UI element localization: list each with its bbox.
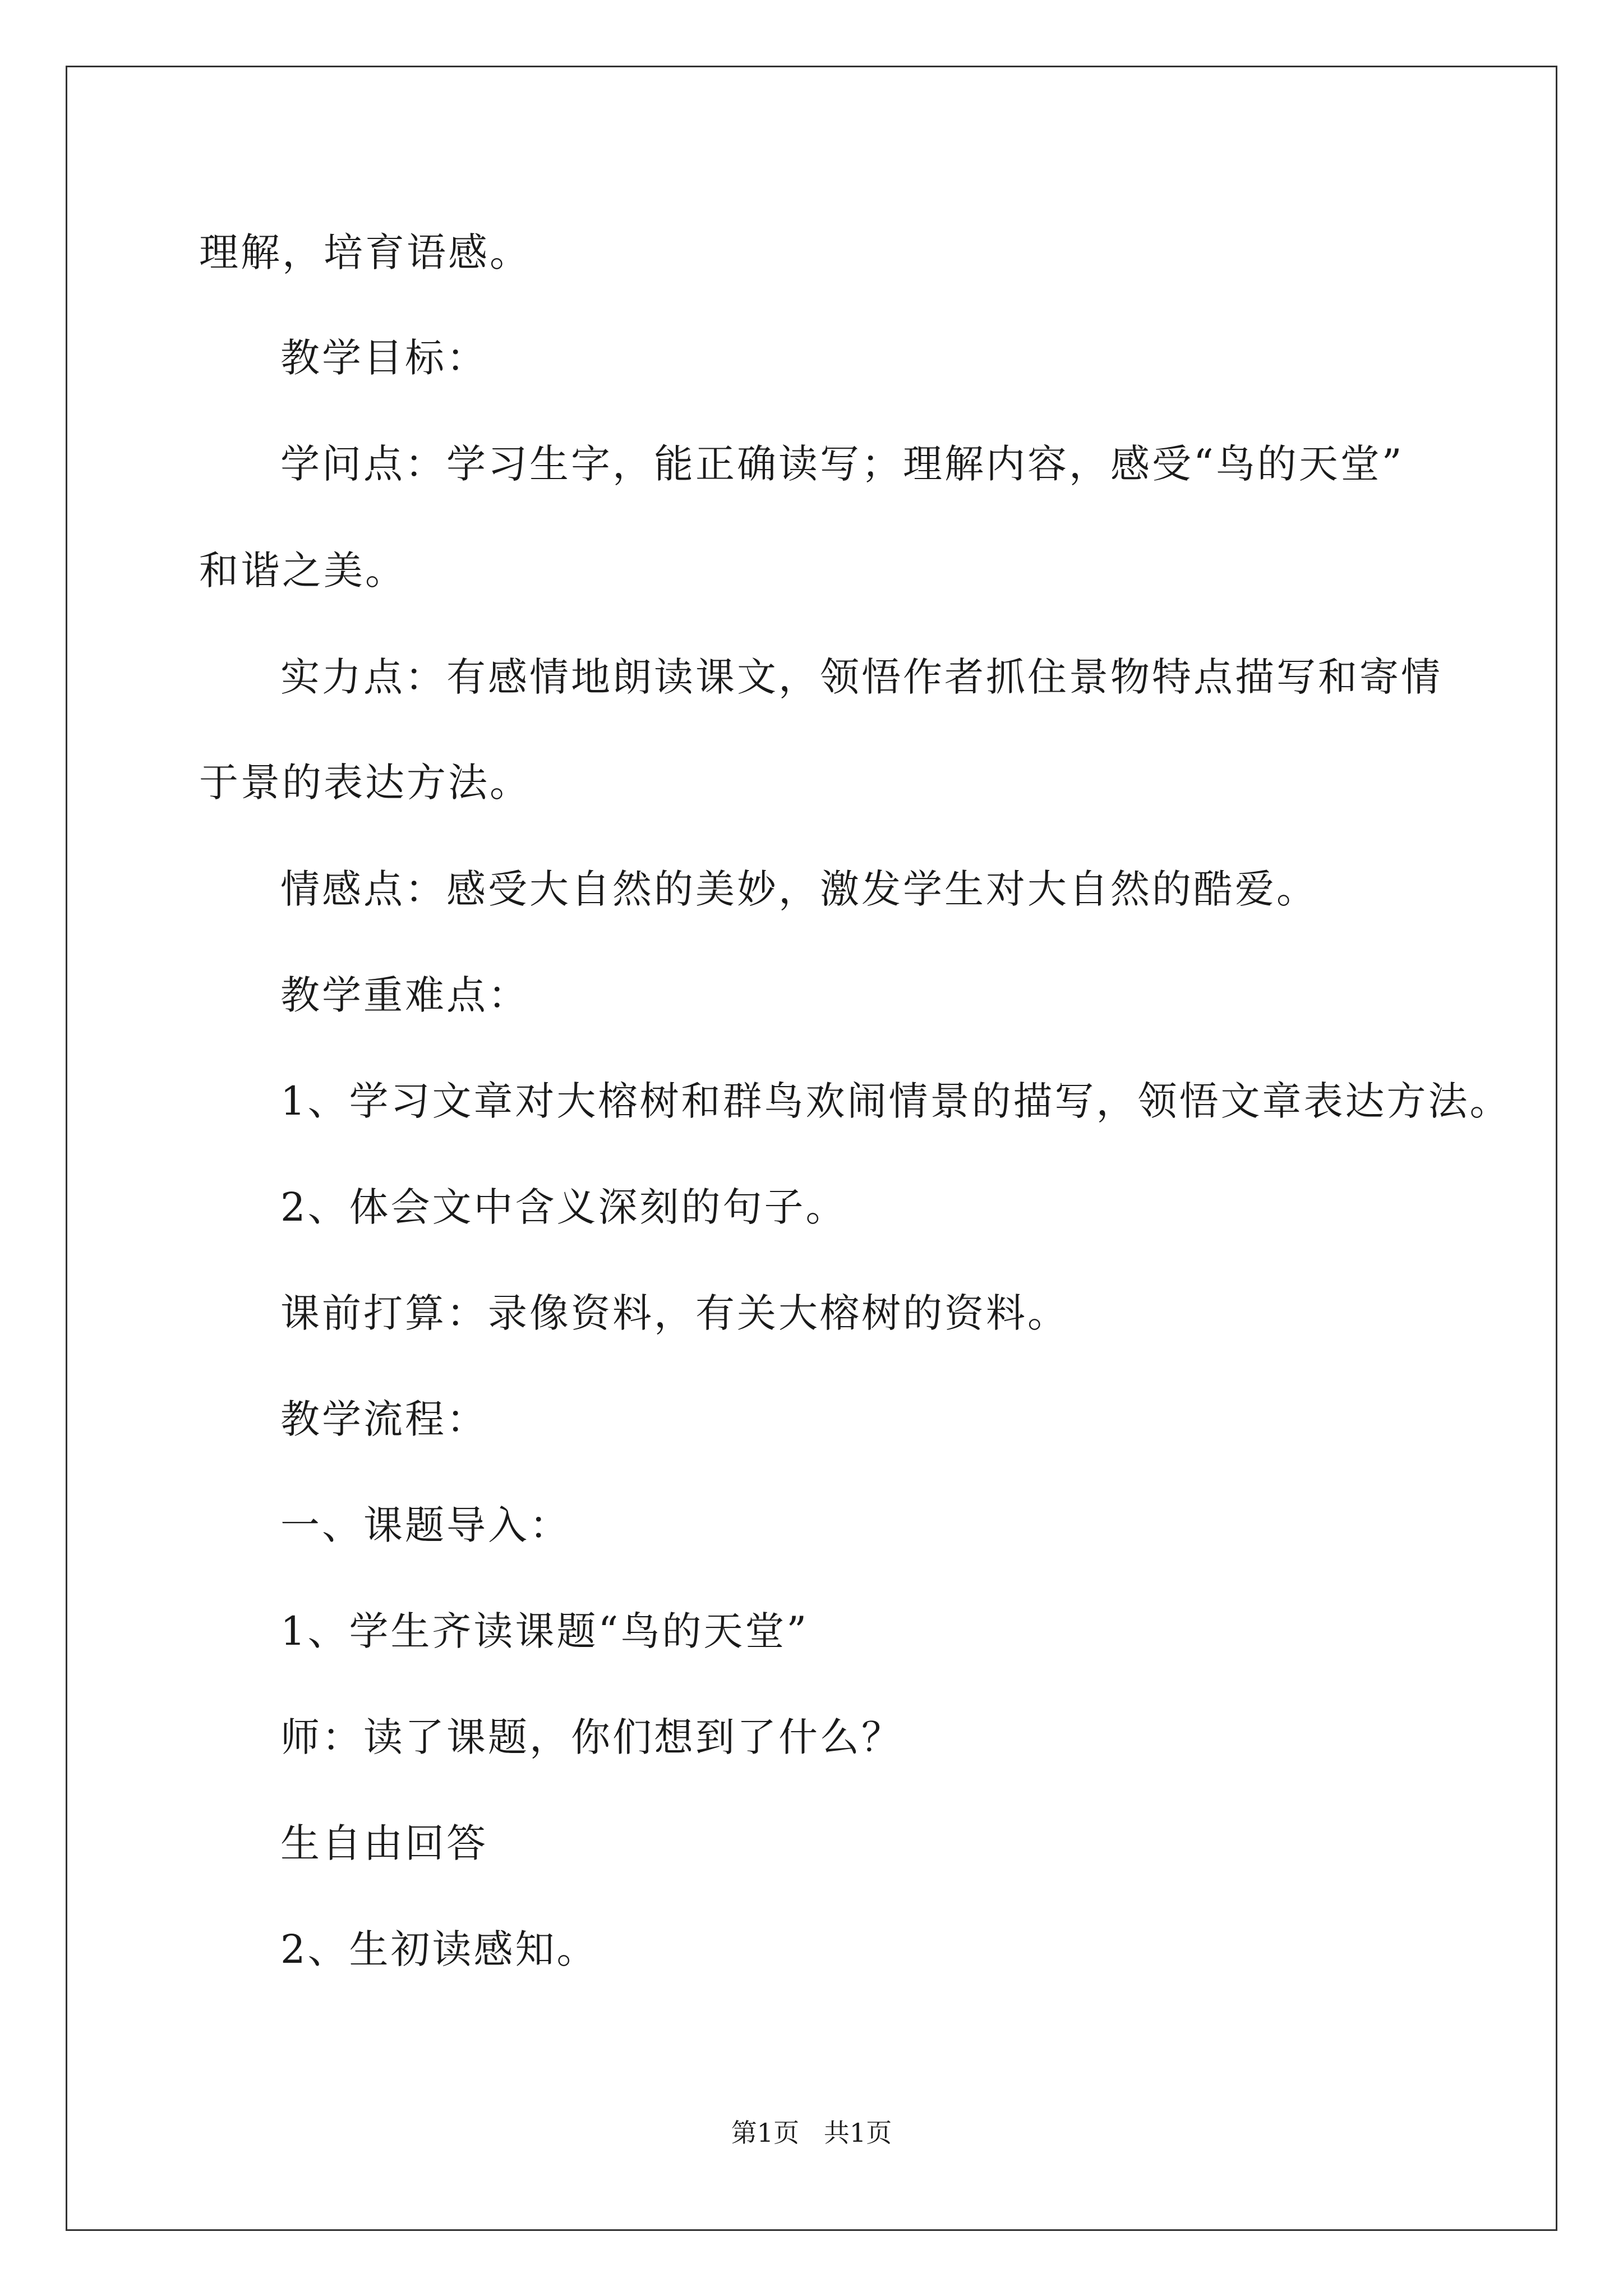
paragraph-line: 于景的表达方法。 [199, 760, 531, 806]
paragraph-line: 课前打算：录像资料，有关大榕树的资料。 [280, 1290, 1069, 1336]
paragraph-line: 学问点：学习生字，能正确读写；理解内容，感受“鸟的天堂” [280, 441, 1404, 487]
paragraph-line: 师：读了课题，你们想到了什么？ [280, 1714, 903, 1760]
paragraph-line: 2、生初读感知。 [280, 1926, 598, 1972]
paragraph-line: 一、课题导入： [280, 1502, 571, 1548]
paragraph-line: 教学重难点： [280, 972, 529, 1018]
paragraph-line: 生自由回答 [280, 1820, 488, 1866]
paragraph-line: 理解，培育语感。 [199, 229, 531, 275]
page-footer: 第1页 共1页 [731, 2118, 892, 2148]
paragraph-line: 1、学生齐读课题“鸟的天堂” [280, 1608, 809, 1654]
paragraph-line: 教学目标： [280, 335, 488, 381]
paragraph-line: 教学流程： [280, 1396, 488, 1442]
paragraph-line: 实力点：有感情地朗读课文，领悟作者抓住景物特点描写和寄情 [280, 654, 1442, 700]
paragraph-line: 和谐之美。 [199, 547, 407, 593]
paragraph-line: 1、学习文章对大榕树和群鸟欢闹情景的描写，领悟文章表达方法。 [280, 1078, 1511, 1124]
paragraph-line: 2、体会文中含义深刻的句子。 [280, 1184, 847, 1230]
page-border [66, 66, 1557, 2231]
paragraph-line: 情感点：感受大自然的美妙，激发学生对大自然的酷爱。 [280, 866, 1318, 912]
